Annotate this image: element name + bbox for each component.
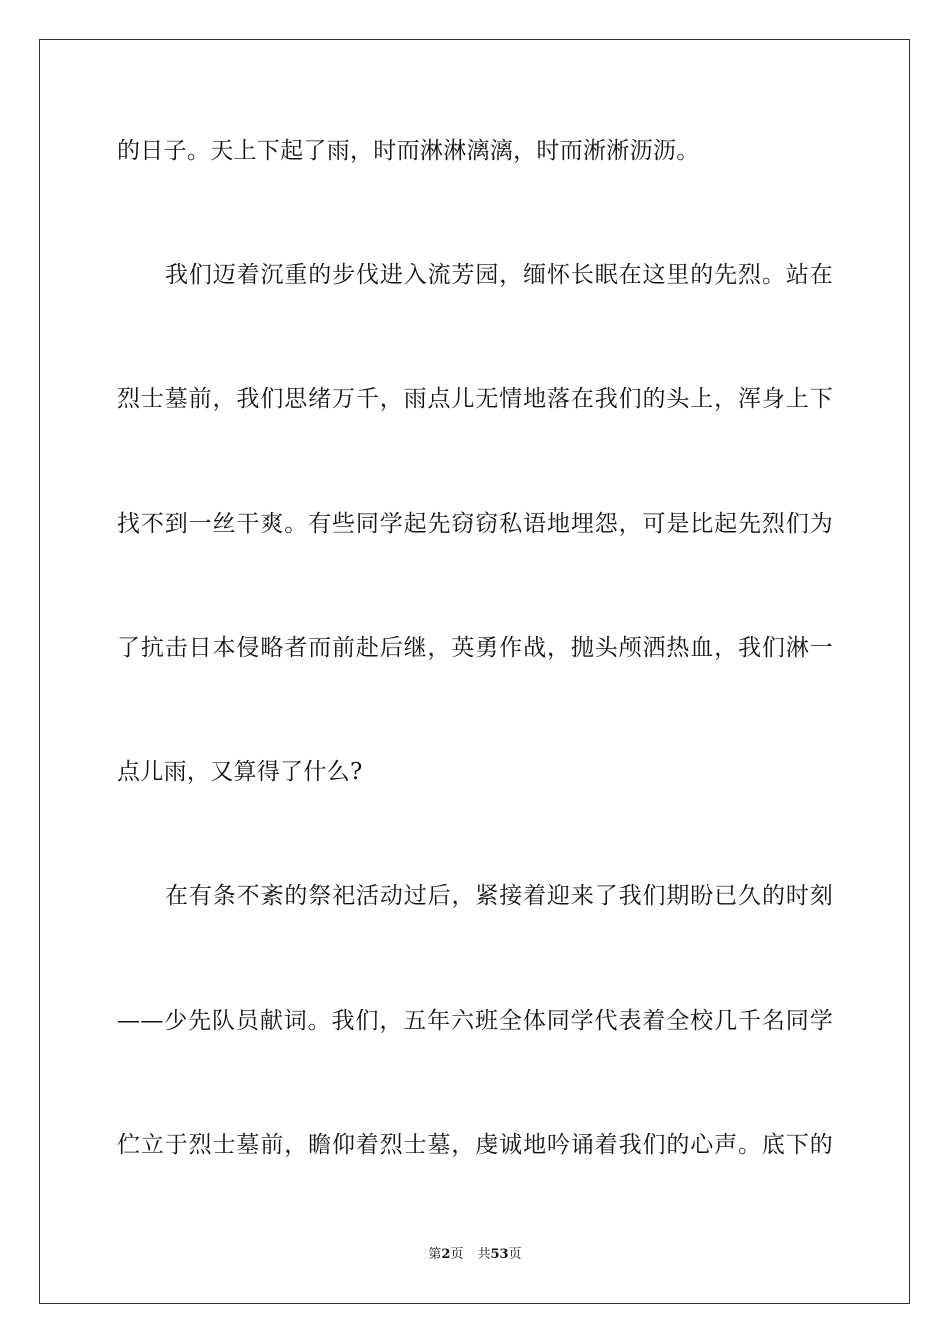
- text-line: 找不到一丝干爽。有些同学起先窃窃私语地埋怨，可是比起先烈们为: [117, 511, 833, 537]
- page-border: [39, 39, 910, 1304]
- total-prefix: 共: [477, 1247, 491, 1262]
- paragraph-first-line: 我们迈着沉重的步伐进入流芳园，缅怀长眠在这里的先烈。站在: [165, 262, 833, 288]
- page-prefix: 第: [428, 1247, 442, 1262]
- text-line: 了抗击日本侵略者而前赴后继，英勇作战，抛头颅洒热血，我们淋一: [117, 635, 833, 661]
- text-line: 烈士墓前，我们思绪万千，雨点儿无情地落在我们的头上，浑身上下: [117, 386, 833, 412]
- text-line: 点儿雨，又算得了什么?: [117, 759, 363, 785]
- text-line: 伫立于烈士墓前，瞻仰着烈士墓，虔诚地吟诵着我们的心声。底下的: [117, 1132, 833, 1158]
- page-footer: [0, 1246, 950, 1264]
- page-number: 2: [441, 1247, 451, 1262]
- page-suffix: 页: [450, 1247, 464, 1262]
- total-pages: 53: [490, 1247, 509, 1262]
- total-suffix: 页: [508, 1247, 522, 1262]
- text-line: ——少先队员献词。我们，五年六班全体同学代表着全校几千名同学: [117, 1008, 833, 1034]
- text-line: 的日子。天上下起了雨，时而淋淋漓漓，时而淅淅沥沥。: [117, 138, 700, 164]
- paragraph-first-line: 在有条不紊的祭祀活动过后，紧接着迎来了我们期盼已久的时刻: [165, 883, 833, 909]
